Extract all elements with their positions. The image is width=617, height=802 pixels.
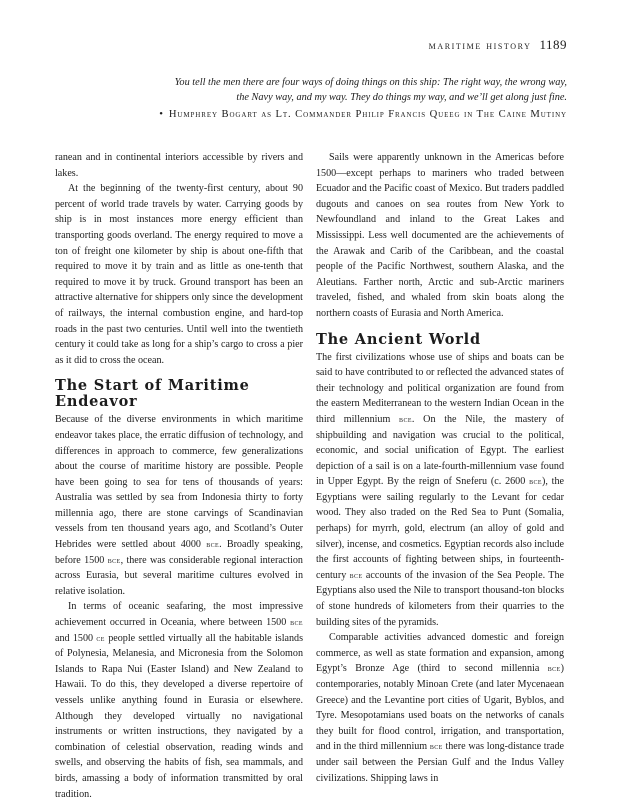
era-abbrev: bce bbox=[107, 554, 121, 565]
paragraph: Sails were apparently unknown in the Americas before 1500—except perhaps to mariners who traded between Ecuador and the Pacific coast of Mexico. But traders paddled dugouts and canoes on sea routes from New York to Newfoundland and inland to the Great Lakes and Mississippi. Less well documented are the achievements of the Arawak and Carib of the Caribbean, and the coastal people of the Pacific Northwest, southern Alaska, and the Aleutians. Farther north, Arctic and sub-Arctic mariners traveled, fished, and whaled from skin boats along the northern coasts of Eurasia and North America. bbox=[316, 152, 564, 319]
section-heading-start-of-maritime-endeavor: The Start of Maritime Endeavor bbox=[55, 377, 250, 411]
paragraph: Comparable activities advanced domestic and foreign commerce, as well as state formation and expansion, among Egypt’s Bronze Age (third to second millennia bce) contemporaries, notably Minoan Crete (and later Mycenaean Greece) and the Levantine port cities of Ugarit, Byblos, and Tyre. Mesopotamians used boats on the networks of canals they built for flood control, irrigation, and transportation, and in the third millennium bce there was long-distance trade under sail between the Persian Gulf and the Indus Valley civilizations. Shipping laws in bbox=[316, 632, 564, 784]
bullet-icon: • bbox=[159, 109, 164, 120]
paragraph: Because of the diverse environments in which maritime endeavor takes place, the erratic diffusion of technology, and differences in approach to commerce, few generalizations about the course of maritime history are possible. People have been going to sea for tens of thousands of years: Australia was settled by sea from Indonesia thirty to forty millennia ago, there are stone carvings of Scandinavian vessels from ten thousand years ago, and Scotland’s Outer Hebrides were settled about 4000 bce. Broadly speaking, before 1500 bce, there was considerable regional interaction across Eurasia, but several maritime cultures evolved in relative isolation. bbox=[55, 414, 303, 597]
running-header-title: maritime history bbox=[428, 40, 532, 52]
attribution-text: Humphrey Bogart as Lt. Commander Philip Francis Queeg in The Caine Mutiny bbox=[168, 109, 567, 120]
right-column bbox=[316, 150, 564, 786]
era-abbrev: bce bbox=[429, 741, 443, 752]
paragraph: ranean and in continental interiors accessible by rivers and lakes. bbox=[55, 152, 303, 179]
era-abbrev: bce bbox=[349, 569, 363, 580]
epigraph-attribution bbox=[159, 109, 567, 120]
era-abbrev: bce bbox=[547, 663, 561, 674]
era-abbrev: bce bbox=[529, 476, 542, 487]
section-heading-ancient-world: The Ancient World bbox=[316, 330, 481, 348]
paragraph: At the beginning of the twenty-first century, about 90 percent of world trade travels by water. Carrying goods by ship is in most instances more energy efficient than transporting goods overland. The energy required to move a ton of freight one kilometer by ship is about one-fifth that required to move it by train and as little as one-tenth that required to move it by truck. Ground transport has been an attractive alternative for shippers only since the development of railways, the internal combustion engine, and hard-top roads in the past two centuries. Until well into the twentieth century it could take as long for a ship’s cargo to cross a pier as it did to cross the ocean. bbox=[55, 183, 303, 366]
paragraph: The first civilizations whose use of ships and boats can be said to have contributed to or reflected the advanced states of their technology and political organization are found from the eastern Mediterranean to the western Indian Ocean in the third millennium bce. On the Nile, the mastery of shipbuilding and navigation was crucial to the political, economic, and social unification of Egypt. The earliest depiction of a sail is on a late-fourth-millennium vase found in Upper Egypt. By the reign of Sneferu (c. 2600 bce), the Egyptians were sailing regularly to the Levant for cedar wood. They also traded on the Red Sea to Punt (Somalia, perhaps) for myrrh, gold, electrum (an alloy of gold and silver), incense, and cosmetics. Egyptian records also include the first accounts of fighting between ships, in fourteenth-century bce accounts of the invasion of the Sea People. The Egyptians also used the Nile to transport thousand-ton blocks of stone hundreds of kilometers from their quarries to the building sites of the pyramids. bbox=[316, 351, 565, 628]
era-abbrev: bce bbox=[290, 617, 303, 628]
epigraph-line-2: the Navy way, and my way. They do things my way, and we’ll get along just fine. bbox=[236, 92, 567, 103]
page-number: 1189 bbox=[539, 37, 567, 52]
epigraph-line-1: You tell the men there are four ways of doing things on this ship: The right way, the wrong way, bbox=[174, 77, 567, 88]
epigraph-quote bbox=[100, 75, 567, 105]
era-abbrev: bce bbox=[399, 413, 412, 424]
era-abbrev: bce bbox=[206, 539, 220, 550]
era-abbrev: ce bbox=[96, 632, 105, 643]
running-header bbox=[429, 37, 567, 53]
left-column bbox=[55, 150, 303, 802]
paragraph: In terms of oceanic seafaring, the most impressive achievement occurred in Oceania, where between 1500 bce and 1500 ce people settled virtually all the habitable islands of Polynesia, Melanesia, and Micronesia from the Solomon Islands to Rapa Nui (Easter Island) and New Zealand to Hawaii. To do this, they developed a diverse repertoire of vessels unlike anything found in Eurasia or elsewhere. Although they developed virtually no navigational instruments or written instructions, they navigated by a combination of celestial observation, reading winds and swells, and observing the habits of fish, sea mammals, and birds, amassing a body of information transmitted by oral tradition. bbox=[55, 601, 303, 800]
